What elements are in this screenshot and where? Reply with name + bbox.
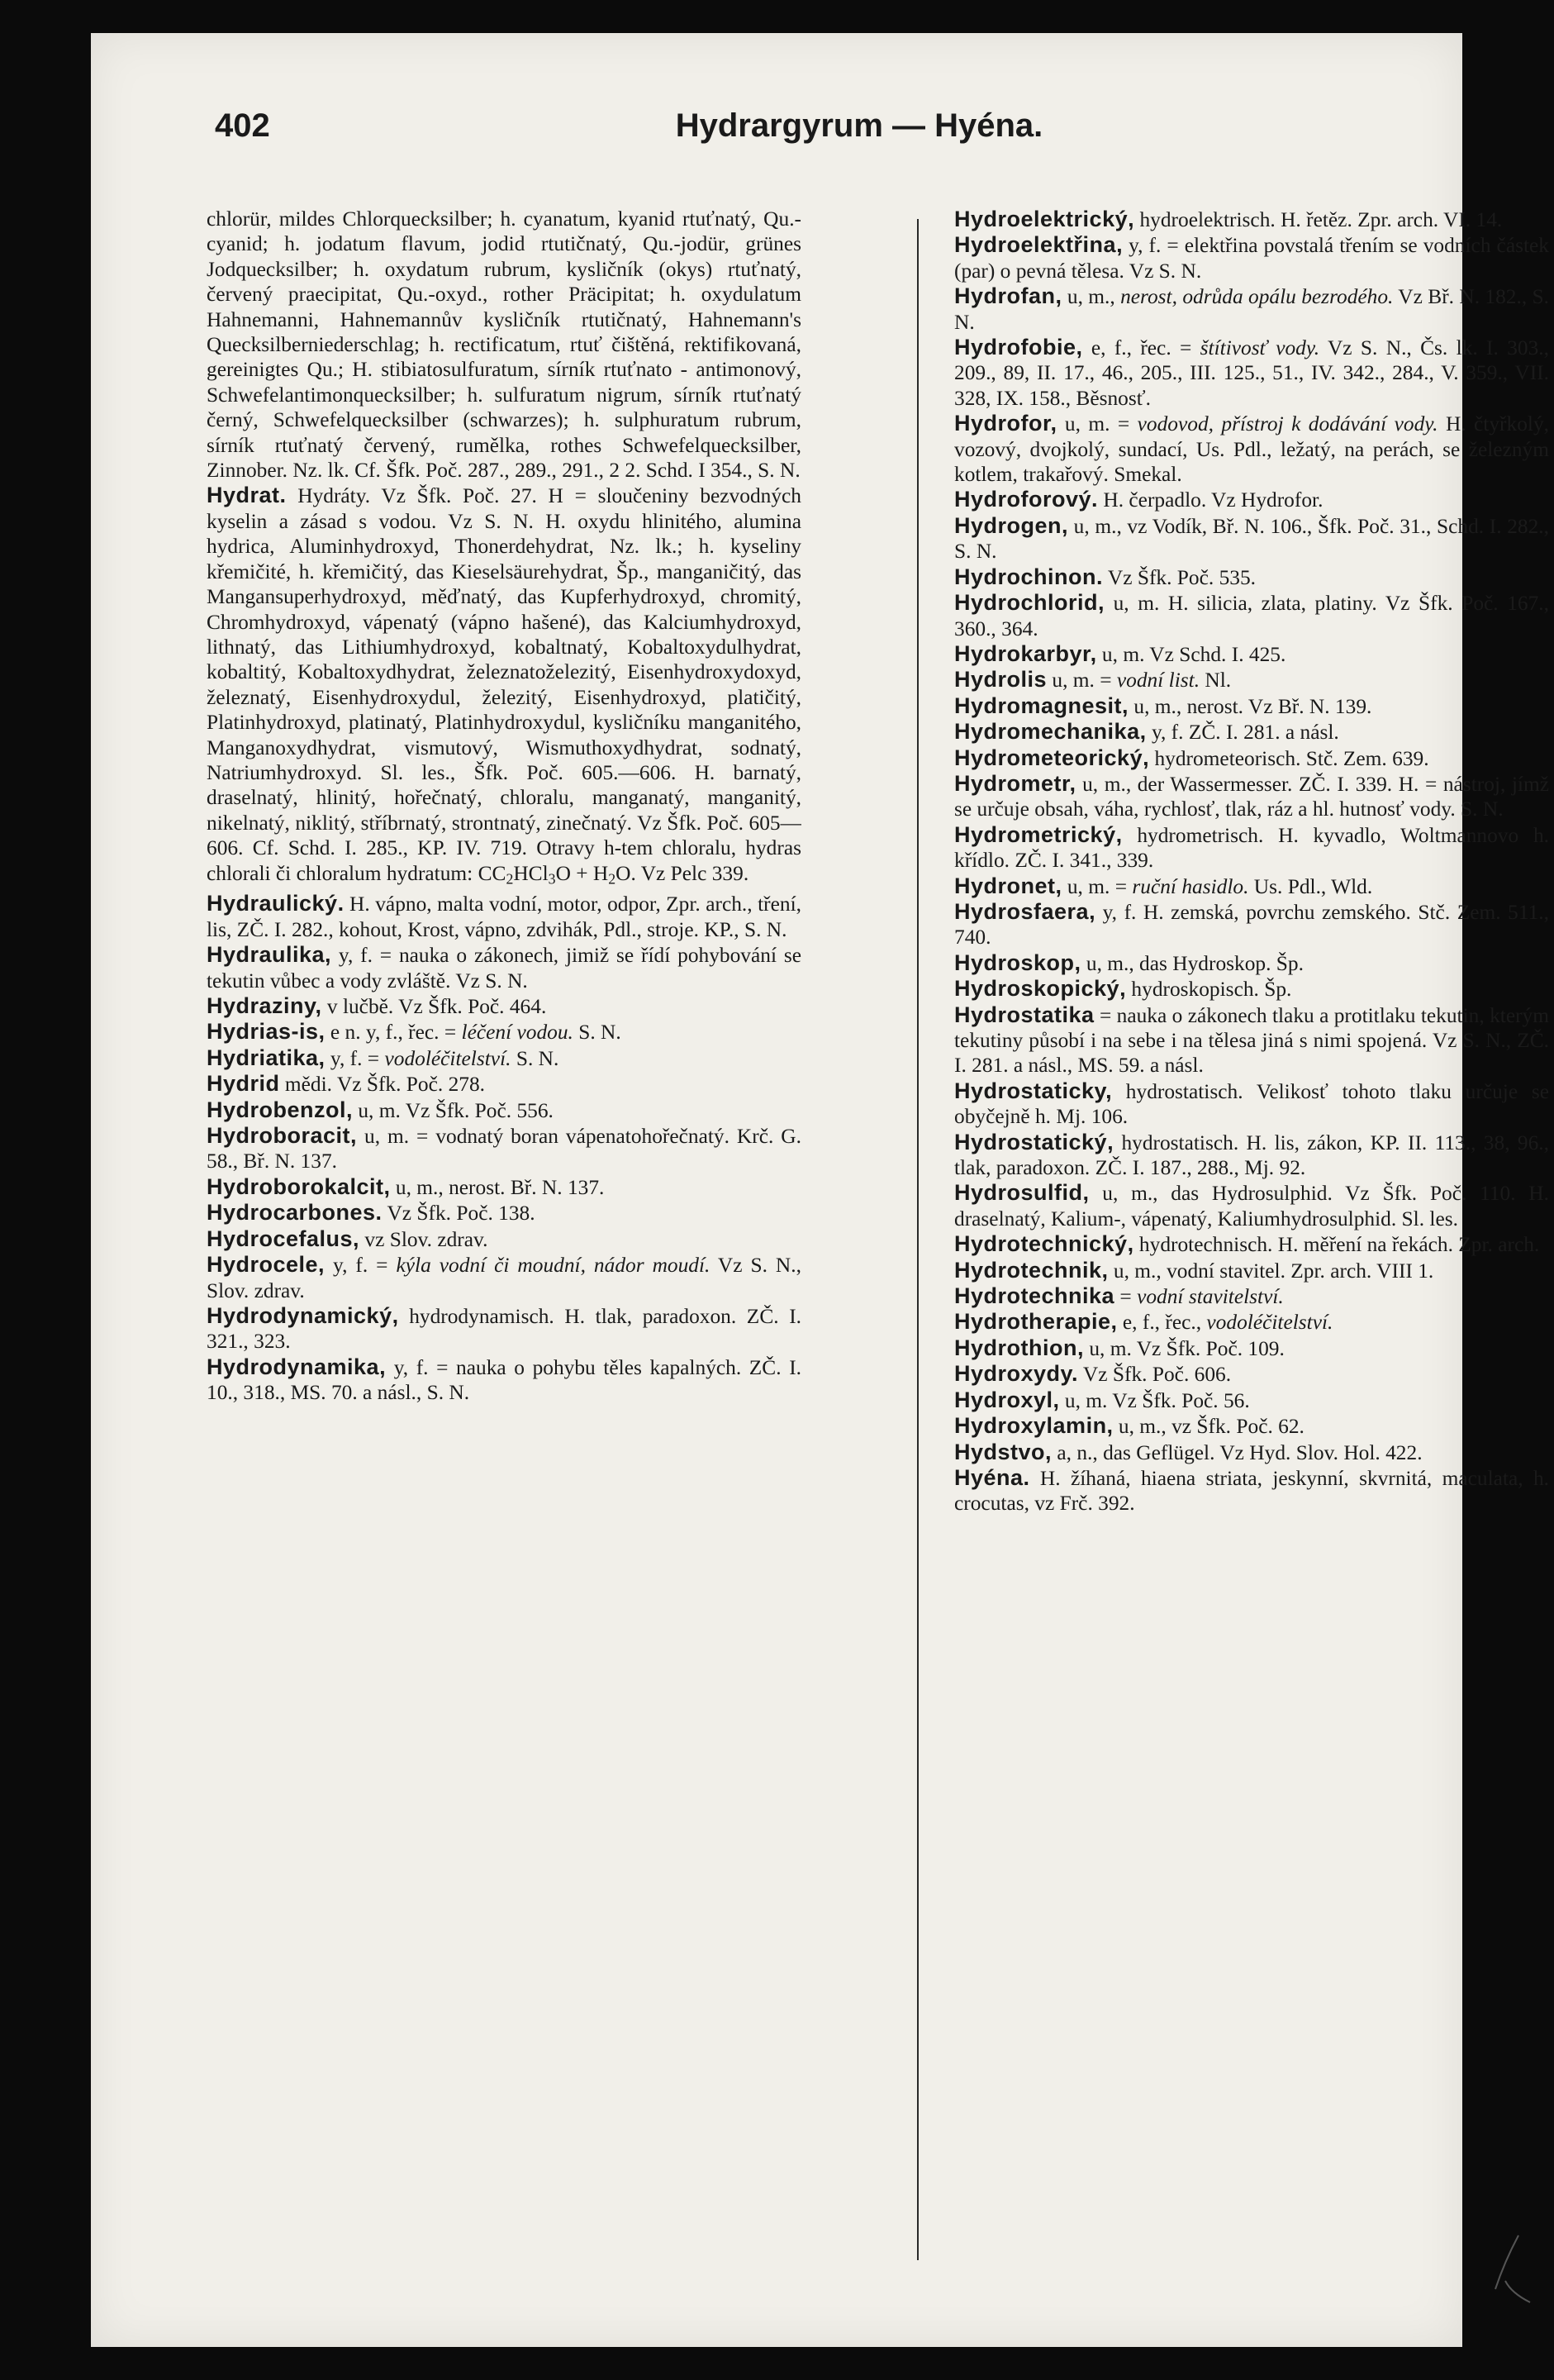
entry-headword: Hydroelektřina, xyxy=(954,232,1124,258)
formula-text: O + H xyxy=(555,861,609,885)
dictionary-entry xyxy=(954,1283,1549,1309)
entry-text: e, f., řec. = xyxy=(1082,336,1200,360)
entry-text: S. N. xyxy=(573,1021,621,1045)
entry-italic-text: nerost, odrůda opálu bezrodého. xyxy=(1120,285,1394,309)
dictionary-entry xyxy=(954,1388,1549,1413)
entry-headword: Hydrocele, xyxy=(207,1252,326,1278)
dictionary-entry xyxy=(954,487,1549,512)
formula-subscript: 2 xyxy=(506,870,514,887)
entry-text: e, f., řec., xyxy=(1117,1311,1207,1335)
entry-headword: Hydrocarbones. xyxy=(207,1200,383,1226)
entry-text: Vz Šfk. Poč. 606. xyxy=(1078,1363,1232,1387)
entry-text: v lučbě. Vz Šfk. Poč. 464. xyxy=(321,995,547,1019)
entry-headword: Hydroxyl, xyxy=(954,1387,1060,1412)
entry-text: H. vápno, malta vodní, motor, odpor, Zpr. arch., tření, lis, ZČ. I. 282., kohout, Krost, vápno, zdvihák, Pdl., stroje. KP., S. N. xyxy=(207,892,801,941)
chemical-formula xyxy=(492,862,636,885)
entry-text: y, f. = elektřina povstalá třením se vodních částek (par) o pevná tělesa. Vz S. N. xyxy=(954,234,1549,283)
entry-text: u, m. Vz Šfk. Poč. 56. xyxy=(1059,1388,1250,1412)
entry-text: hydroskopisch. Šp. xyxy=(1126,978,1292,1002)
page-number: 402 xyxy=(215,107,270,144)
entry-headword: Hydriatika, xyxy=(207,1045,326,1070)
entry-text: vz Slov. zdrav. xyxy=(359,1227,488,1251)
entry-headword: Hydraulický. xyxy=(207,891,345,916)
entry-headword: Hydraulika, xyxy=(207,942,332,968)
entry-text: u, m., vz Vodík, Bř. N. 106., Šfk. Poč. 31., Schd. I. 282., S. N. xyxy=(954,514,1549,564)
entry-text: hydrotechnisch. H. měření na řekách. Zpr. arch. xyxy=(1133,1233,1540,1257)
entry-headword: Hydrotechnik, xyxy=(954,1257,1109,1283)
entry-text: u, m. = xyxy=(1062,874,1133,898)
entry-text: u, m. H. silicia, zlata, platiny. Vz Šfk. Poč. 167., 360., 364. xyxy=(954,592,1549,640)
entry-headword: Hydrostatický, xyxy=(954,1129,1114,1154)
dictionary-entry xyxy=(207,1303,801,1354)
dictionary-entry xyxy=(207,483,801,891)
entry-headword: Hydrostatika xyxy=(954,1002,1095,1027)
dictionary-entry xyxy=(207,1252,801,1303)
entry-italic-text: vodní stavitelství. xyxy=(1137,1285,1284,1309)
entry-italic-text: ruční hasidlo. xyxy=(1132,874,1249,898)
entry-headword: Hydrosulfid, xyxy=(954,1180,1090,1206)
page-header xyxy=(215,107,1504,157)
entry-text: y, f. H. zemská, povrchu zemského. Stč. Zem. 511., 740. xyxy=(954,900,1549,950)
entry-headword: Hydrofor, xyxy=(954,411,1057,436)
dictionary-entry xyxy=(954,1335,1549,1361)
entry-headword: Hydrosfaera, xyxy=(954,898,1096,924)
entry-headword: Hydrocefalus, xyxy=(207,1226,360,1251)
entry-text: Vz Bř. N. 182., S. N. xyxy=(954,285,1549,334)
formula-subscript: 2 xyxy=(608,870,616,887)
page xyxy=(91,33,1549,2347)
entry-headword: Hydrobenzol, xyxy=(207,1097,354,1122)
formula-text: HCl xyxy=(513,861,549,885)
dictionary-entry xyxy=(954,513,1549,564)
entry-headword: Hydrometrický, xyxy=(954,821,1123,847)
entry-headword: Hydrat. xyxy=(207,483,287,508)
dictionary-entry xyxy=(954,232,1549,283)
entry-headword: Hydrothion, xyxy=(954,1335,1084,1360)
dictionary-entry xyxy=(954,1130,1549,1181)
dictionary-entry xyxy=(954,590,1549,641)
entry-text: u, m. = vodnatý boran vápenatohořečnatý. Krč. G. 58., Bř. N. 137. xyxy=(207,1125,801,1173)
entry-headword: Hydrodynamický, xyxy=(207,1302,399,1328)
dictionary-entry xyxy=(954,899,1549,950)
entry-headword: Hydrogen, xyxy=(954,512,1069,538)
entry-italic-text: kýla vodní či moudní, nádor moudí. xyxy=(396,1254,710,1278)
entry-headword: Hydrias-is, xyxy=(207,1019,326,1045)
entry-headword: Hydraziny, xyxy=(207,993,322,1019)
dictionary-entry xyxy=(954,745,1549,771)
entry-text: u, m., nerost. Vz Bř. N. 139. xyxy=(1129,694,1372,718)
dictionary-entry xyxy=(207,993,801,1019)
entry-text: S. N. xyxy=(511,1046,559,1070)
entry-text: hydrostatisch. H. lis, zákon, KP. II. 113., 38, 96., tlak, paradoxon. ZČ. I. 187., 288., Mj. 92. xyxy=(954,1130,1549,1180)
entry-text: u, m., nerost. Bř. N. 137. xyxy=(390,1175,605,1199)
dictionary-entry xyxy=(954,950,1549,976)
dictionary-entry xyxy=(954,1465,1549,1516)
dictionary-entry xyxy=(954,1078,1549,1130)
entry-headword: Hydrostaticky, xyxy=(954,1078,1113,1103)
entry-text: u, m., der Wassermesser. ZČ. I. 339. H. = nástroj, jímž se určuje obsah, váha, rychlosť, tlak, ráz a hl. hutnosť vody. S. N. xyxy=(954,772,1549,821)
entry-text: Vz Šfk. Poč. 138. xyxy=(382,1202,535,1226)
entry-text: hydrometrisch. H. kyvadlo, Woltmannovo h. křídlo. ZČ. I. 341., 339. xyxy=(954,823,1549,873)
entry-headword: Hydrofan, xyxy=(954,283,1062,309)
entry-headword: Hydroxylamin, xyxy=(954,1413,1114,1439)
entry-italic-text: vodní list. xyxy=(1116,669,1200,693)
entry-headword: Hydroelektrický, xyxy=(954,207,1135,231)
dictionary-entry xyxy=(207,891,801,942)
entry-text: H. žíhaná, hiaena striata, jeskynní, skvrnitá, maculata, h. crocutas, vz Frč. 392. xyxy=(954,1466,1549,1516)
dictionary-entry xyxy=(954,1231,1549,1257)
dictionary-entry xyxy=(207,1200,801,1226)
entry-text: u, m., xyxy=(1062,285,1121,309)
dictionary-entry xyxy=(954,1002,1549,1078)
entry-italic-text: vodoléčitelství. xyxy=(1206,1311,1333,1335)
dictionary-entry xyxy=(954,822,1549,873)
dictionary-entry xyxy=(954,771,1549,822)
entry-headword: Hydrochinon. xyxy=(954,564,1103,589)
entry-text: mědi. Vz Šfk. Poč. 278. xyxy=(279,1073,486,1097)
entry-text: u, m., vz Šfk. Poč. 62. xyxy=(1113,1415,1305,1439)
entry-headword: Hydrodynamika, xyxy=(207,1354,387,1379)
entry-text: hydrodynamisch. H. tlak, paradoxon. ZČ. I. 321., 323. xyxy=(207,1304,801,1354)
dictionary-entry xyxy=(954,1309,1549,1335)
dictionary-entry xyxy=(207,942,801,993)
right-column xyxy=(954,207,1549,2256)
entry-headword: Hydrometr, xyxy=(954,770,1076,796)
entry-headword: Hydrolis xyxy=(954,667,1048,693)
entry-text: u, m. Vz Schd. I. 425. xyxy=(1096,642,1286,666)
dictionary-entry xyxy=(207,1019,801,1045)
dictionary-entry xyxy=(954,719,1549,745)
entry-headword: Hydroforový. xyxy=(954,487,1099,512)
running-title: Hydrargyrum — Hyéna. xyxy=(675,107,1043,144)
entry-headword: Hydrotherapie, xyxy=(954,1309,1118,1335)
entry-text: Vz S. N., Slov. zdrav. xyxy=(207,1254,801,1302)
entry-text: y, f. = xyxy=(325,1254,397,1278)
dictionary-entry xyxy=(207,1123,801,1174)
dictionary-entry xyxy=(954,873,1549,899)
entry-text: H. čerpadlo. Vz Hydrofor. xyxy=(1098,488,1324,512)
entry-headword: Hydronet, xyxy=(954,873,1062,898)
entry-headword: Hydroboracit, xyxy=(207,1123,358,1149)
entry-text: hydrostatisch. Velikosť tohoto tlaku určuje se obyčejně h. Mj. 106. xyxy=(954,1079,1549,1129)
entry-headword: Hydrofobie, xyxy=(954,335,1083,360)
entry-headword: Hyéna. xyxy=(954,1464,1030,1490)
entry-text: hydrometeorisch. Stč. Zem. 639. xyxy=(1149,746,1429,770)
entry-text: Nl. xyxy=(1200,669,1232,693)
entry-text: a, n., das Geflügel. Vz Hyd. Slov. Hol. 422. xyxy=(1052,1440,1423,1464)
entry-text: u, m. = xyxy=(1057,412,1138,436)
dictionary-entry xyxy=(207,1071,801,1097)
entry-text: = xyxy=(1114,1285,1138,1309)
formula-text: O. xyxy=(615,861,636,885)
dictionary-entry xyxy=(954,564,1549,590)
dictionary-entry xyxy=(954,976,1549,1002)
entry-text: y, f. = nauka o zákonech, jimiž se řídí pohybování se tekutin vůbec a vody zvláště. Vz S. N. xyxy=(207,944,801,992)
dictionary-entry xyxy=(207,1354,801,1406)
entry-text: u, m. Vz Šfk. Poč. 556. xyxy=(353,1098,554,1122)
dictionary-entry xyxy=(954,207,1549,232)
entry-headword: Hydrotechnika xyxy=(954,1283,1115,1309)
dictionary-entry xyxy=(954,283,1549,335)
entry-headword: Hydrometeorický, xyxy=(954,745,1150,770)
entry-text: u, m. = xyxy=(1047,669,1117,693)
dictionary-entry xyxy=(954,1361,1549,1387)
dictionary-entry xyxy=(954,1180,1549,1231)
entry-text: Us. Pdl., Wld. xyxy=(1248,874,1373,898)
dictionary-entry xyxy=(207,207,801,483)
entry-text: H. čtyřkolý, vozový, dvojkolý, sundací, Us. Pdl., ležatý, na perách, se železným kotlem, trakařový. Smekal. xyxy=(954,412,1549,487)
dictionary-entry xyxy=(954,693,1549,719)
entry-text: u, m. Vz Šfk. Poč. 109. xyxy=(1083,1336,1285,1360)
dictionary-entry xyxy=(207,1174,801,1200)
entry-text: e n. y, f., řec. = xyxy=(325,1021,462,1045)
entry-text: y, f. = xyxy=(325,1046,385,1070)
dictionary-entry xyxy=(954,1440,1549,1465)
entry-text: Vz Pelc 339. xyxy=(635,861,749,885)
entry-text: Vz S. N., Čs. lk. I. 303., 209., 89, II. 17., 46., 205., III. 125., 51., IV. 342., 284., V. 359., VII. 328, IX. 158., Běsnosť. xyxy=(954,336,1549,410)
entry-italic-text: léčení vodou. xyxy=(461,1021,573,1045)
entry-headword: Hydromagnesit, xyxy=(954,693,1129,718)
entry-text: u, m., das Hydroskop. Šp. xyxy=(1081,951,1304,975)
entry-text: Vz Šfk. Poč. 535. xyxy=(1103,565,1257,589)
pencil-mark xyxy=(1487,2231,1545,2306)
dictionary-entry xyxy=(954,335,1549,411)
column-divider xyxy=(917,219,919,2260)
dictionary-entry xyxy=(954,641,1549,667)
dictionary-entry xyxy=(954,1413,1549,1439)
entry-text: hydroelektrisch. H. řetěz. Zpr. arch. VI. 14. xyxy=(1134,208,1503,231)
entry-text: y, f. = nauka o pohybu těles kapalných. ZČ. I. 10., 318., MS. 70. a násl., S. N. xyxy=(207,1355,801,1405)
entry-text: u, m., vodní stavitel. Zpr. arch. VIII 1. xyxy=(1108,1259,1434,1283)
entry-text: y, f. ZČ. I. 281. a násl. xyxy=(1146,721,1339,745)
entry-headword: Hydroborokalcit, xyxy=(207,1173,391,1199)
left-column xyxy=(207,207,801,2256)
entry-headword: Hydromechanika, xyxy=(954,719,1147,745)
entry-text: Hydráty. Vz Šfk. Poč. 27. H = sloučeniny bezvodných kyselin a zásad s vodou. Vz S. N. H. oxydu hlinitého, alumina hydrica, Aluminhydroxyd, Thonerdehydrat, Nz. lk.; h. kyseliny křemičité, h. křemičitý, das Kieselsäurehydrat, Šp., manganičitý, das Mangansuperhydroxyd, měďnatý, das Kupferhydroxyd, chromitý, Chromhydroxyd, vápenatý (vápno hašené), das Kalciumhydroxyd, lithnatý, das Lithiumhydroxyd, kobaltnatý, Kobaltoxydulhydrat, kobaltitý, Kobaltoxydhydrat, železnatoželezitý, Eisenhydroxydoxyd, železnatý, Eisenhydroxydul, železitý, Eisenhydroxyd, platičitý, Platinhydroxyd, platinatý, Platinhydroxydul, kysličníku manganitého, Manganoxydhydrat, vismutový, Wismuthoxydhydrat, sodnatý, Natriumhydroxyd. Sl. les., Šfk. Poč. 605.—606. H. barnatý, draselnatý, hlinitý, hořečnatý, chloralu, manganatý, manganitý, nikelnatý, niklitý, stříbrnatý, strontnatý, zinečnatý. Vz Šfk. Poč. 605—606. Cf. Schd. I. 285., KP. IV. 719. Otravy h-tem chloralu, hydras chlorali či chloralum hydratum: C xyxy=(207,484,801,885)
entry-headword: Hydstvo, xyxy=(954,1439,1053,1464)
formula-subscript: 3 xyxy=(548,870,556,887)
entry-text: chlorür, mildes Chlorquecksilber; h. cyanatum, kyanid rtuťnatý, Qu.-cyanid; h. jodatum flavum, jodid rtutičnatý, Qu.-jodür, grünes Jodquecksilber; h. oxydatum rubrum, kysličník (okys) rtuťnatý, červený praecipitat, Qu.-oxyd., rother Präcipitat; h. oxydulatum Hahnemanni, Hahnemannův kysličník rtutičnatý, Hahnemann's Quecksilberniederschlag; h. rectificatum, rtuť čištěná, rektifikovaná, gereinigtes Qu.; H. stibiatosulfuratum, sírník rtuťnato - antimonový, Schwefelantimonquecksilber; h. sulfuratum nigrum, sírník rtuťnatý černý, Schwefelquecksilber (schwarzes); h. sulphuratum rubrum, sírník rtuťnatý červený, rumělka, rothes Schwefelquecksilber, Zinnober. Nz. lk. Cf. Šfk. Poč. 287., 289., 291., 2 2. Schd. I 354., S. N. xyxy=(207,207,801,483)
entry-text: u, m., das Hydrosulphid. Vz Šfk. Poč. 110. H. draselnatý, Kalium-, vápenatý, Kaliumhydrosulphid. Sl. les. xyxy=(954,1182,1549,1230)
entry-headword: Hydrotechnický, xyxy=(954,1231,1134,1257)
dictionary-entry xyxy=(954,411,1549,487)
entry-headword: Hydroxydy. xyxy=(954,1361,1079,1387)
entry-italic-text: vodoléčitelství. xyxy=(384,1046,511,1070)
dictionary-entry xyxy=(954,1258,1549,1283)
entry-text: = nauka o zákonech tlaku a protitlaku tekutin, kterým tekutiny působí i na sebe i na tělesa jiná s nimi spojená. Vz S. N., ZČ. I. 281. a násl., MS. 59. a násl. xyxy=(954,1003,1549,1078)
entry-headword: Hydroskop, xyxy=(954,950,1081,975)
entry-headword: Hydrid xyxy=(207,1071,280,1097)
dictionary-entry xyxy=(207,1097,801,1123)
entry-headword: Hydroskopický, xyxy=(954,976,1127,1002)
formula-text: C xyxy=(492,861,506,885)
dictionary-entry xyxy=(954,667,1549,693)
dictionary-entry xyxy=(207,1045,801,1071)
entry-italic-text: vodovod, přístroj k dodávání vody. xyxy=(1137,412,1438,436)
entry-headword: Hydrokarbyr, xyxy=(954,640,1097,666)
entry-headword: Hydrochlorid, xyxy=(954,590,1105,616)
dictionary-entry xyxy=(207,1226,801,1252)
entry-italic-text: štítivosť vody. xyxy=(1200,336,1320,360)
